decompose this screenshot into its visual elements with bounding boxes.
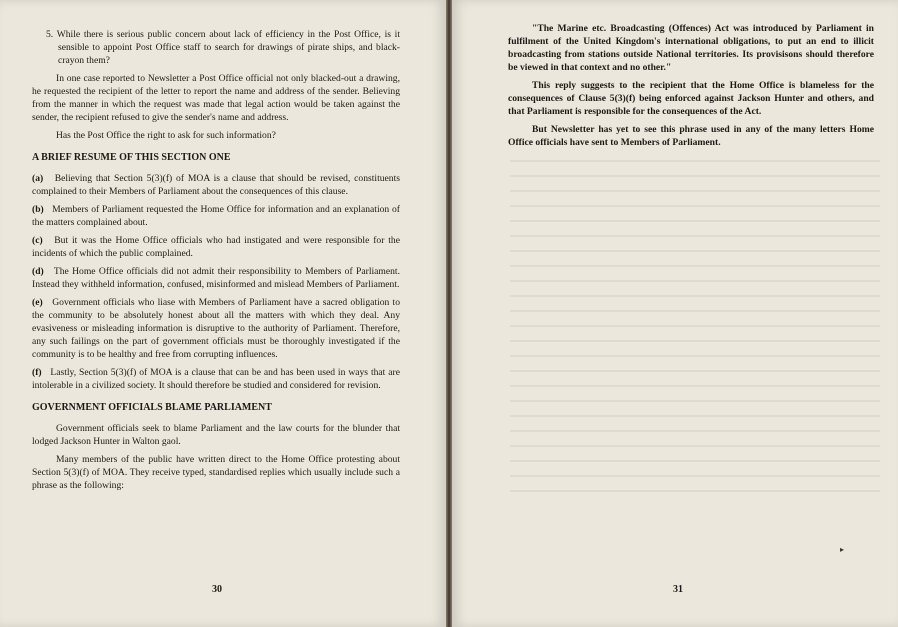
item-5-paragraph: 5. While there is serious public concern about lack of efficiency in the Post Office, is it sensible to appoint Post Office staff to search for drawings of pirate ships, and black-crayon them? (46, 29, 400, 66)
resume-item-label: (b) (32, 204, 44, 215)
left-page-text (32, 28, 400, 497)
resume-item-b (32, 203, 400, 229)
resume-item-a (32, 172, 400, 198)
resume-heading: A BRIEF RESUME OF THIS SECTION ONE (32, 152, 231, 163)
case-paragraph: In one case reported to Newsletter a Post Office official not only blacked-out a drawing, he requested the recipient of the letter to report the name and address of the sender. Believing from the manner in which the request was made that legal action would be taken against the sender, the recipient refused to give the sender's name and address. (32, 73, 400, 123)
show-through-texture (510, 160, 880, 500)
resume-item-label: (a) (32, 173, 44, 184)
resume-item-label: (e) (32, 297, 43, 308)
resume-item-f (32, 366, 400, 392)
question-paragraph: Has the Post Office the right to ask for such information? (56, 130, 276, 141)
resume-item-text: But it was the Home Office officials who had instigated and were responsible for the incidents of which the public complained. (32, 235, 400, 259)
resume-item-text: The Home Office officials did not admit their responsibility to Members of Parliament. Instead they withheld information, confused, misinformed and mislead Members of Parliament. (32, 266, 400, 290)
resume-item-label: (f) (32, 367, 42, 378)
resume-item-e (32, 296, 400, 361)
newsletter-paragraph: But Newsletter has yet to see this phrase used in any of the many letters Home Office officials have sent to Members of Parliament. (508, 124, 874, 148)
reply-paragraph: This reply suggests to the recipient that the Home Office is blameless for the consequences of Clause 5(3)(f) being enforced against Jackson Hunter and others, and that Parliament is responsible for the consequences of the Act. (508, 80, 874, 117)
pen-mark: ▸ (840, 545, 845, 554)
resume-item-c (32, 234, 400, 260)
resume-item-text: Members of Parliament requested the Home Office for information and an explanation of the matters complained about. (32, 204, 400, 228)
page-number-right: 31 (673, 584, 683, 595)
resume-item-text: Lastly, Section 5(3)(f) of MOA is a clause that can be and has been used in ways that are intolerable in a civilized society. It should therefore be studied and considered for revision. (32, 367, 400, 391)
right-page-text (508, 22, 874, 154)
page-number-left: 30 (212, 584, 222, 595)
blame-heading: GOVERNMENT OFFICIALS BLAME PARLIAMENT (32, 402, 272, 413)
quote-paragraph: "The Marine etc. Broadcasting (Offences) Act was introduced by Parliament in fulfilment of the United Kingdom's international obligations, to put an end to illicit broadcasting from stations outside National territories. Its provisisons should therefore be viewed in that context and no other." (508, 23, 874, 73)
resume-item-text: Believing that Section 5(3)(f) of MOA is a clause that should be revised, constituents complained to their Members of Parliament about the consequences of this clause. (32, 173, 400, 197)
blame-paragraph: Government officials seek to blame Parliament and the law courts for the blunder that lodged Jackson Hunter in Walton gaol. (32, 423, 400, 447)
resume-item-label: (c) (32, 235, 43, 246)
resume-item-d (32, 265, 400, 291)
resume-item-text: Government officials who liase with Members of Parliament have a sacred obligation to the community to be absolutely honest about all the matters with which they deal. Any evasiveness or misleading information is disruptive to the authority of Parliament. Therefore, any such failings on the part of government officials must be thoroughly investigated if the community is to be healthy and free from corrupting influences. (32, 297, 400, 360)
members-paragraph: Many members of the public have written direct to the Home Office protesting about Section 5(3)(f) of MOA. They receive typed, standardised replies which usually include such a phrase as the following: (32, 454, 400, 491)
resume-item-label: (d) (32, 266, 44, 277)
left-page (0, 0, 446, 627)
